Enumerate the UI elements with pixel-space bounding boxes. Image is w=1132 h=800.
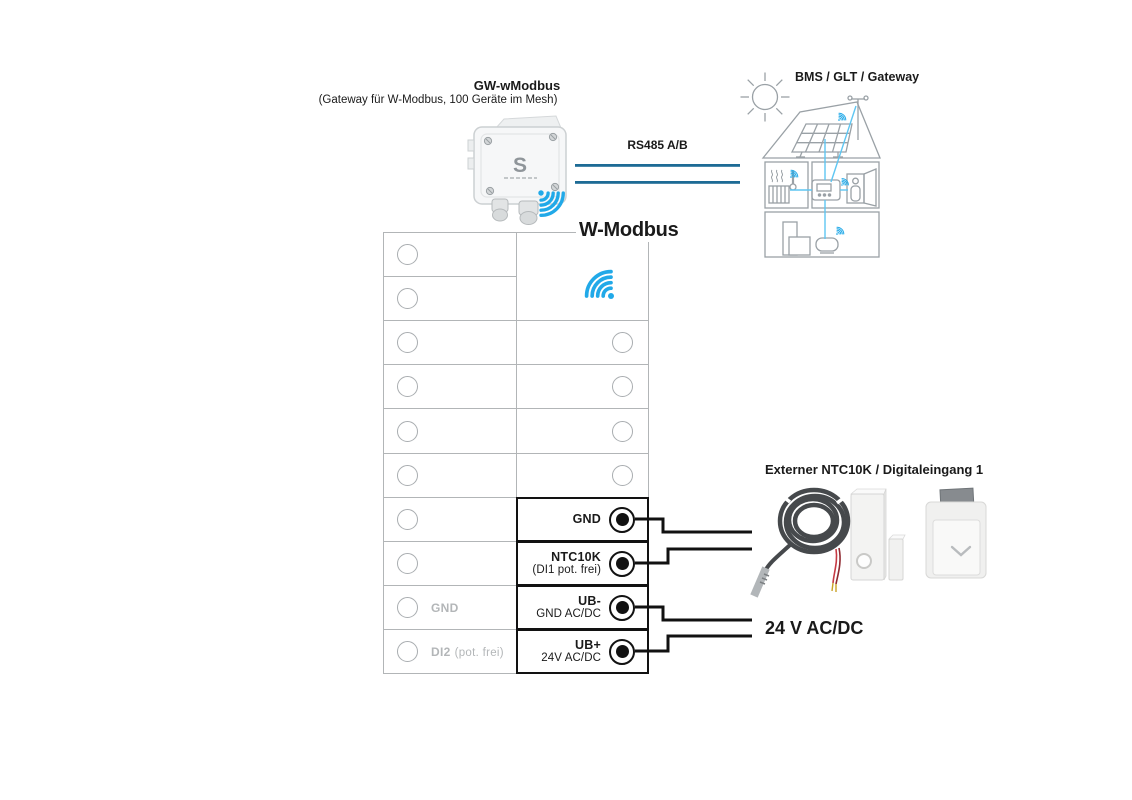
- wifi-icon: [835, 112, 847, 124]
- terminal-label: UB+: [575, 637, 601, 652]
- wire-ub-minus: [635, 607, 752, 620]
- terminal-hole: [612, 465, 633, 486]
- terminal-row-gnd-left: [383, 585, 517, 630]
- door-person-icon: [847, 169, 876, 206]
- terminal-row-di2-left: [383, 629, 517, 674]
- wire-ub-plus: [635, 636, 752, 651]
- controller-icon: [812, 180, 840, 200]
- terminal-hole: [612, 376, 633, 397]
- terminal-row: [383, 408, 517, 454]
- rs485-line-b: [575, 181, 740, 184]
- terminal-hole: [397, 641, 418, 662]
- terminal-sublabel: (DI1 pot. frei): [532, 564, 601, 577]
- wmodbus-cell: [516, 232, 649, 321]
- terminal-sublabel: GND AC/DC: [536, 608, 601, 621]
- terminal-hole: [397, 553, 418, 574]
- terminal-row: [383, 320, 517, 365]
- external-sensors-label: Externer NTC10K / Digitaleingang 1: [765, 462, 984, 477]
- gateway-device-illustration: [455, 112, 585, 237]
- left-gnd-label: GND: [431, 600, 459, 615]
- wifi-icon: [582, 266, 623, 309]
- rs485-line-a: [575, 164, 740, 167]
- room-heating: [765, 162, 808, 208]
- power-supply-label: 24 V AC/DC: [765, 618, 864, 638]
- gateway-title: GW-wModbus: [473, 78, 561, 93]
- terminal-row: [516, 453, 649, 498]
- terminal-row: [383, 497, 517, 542]
- ntc-cable-sensor-illustration: [754, 490, 848, 596]
- terminal-row: [383, 232, 517, 277]
- terminal-contact: [609, 595, 635, 621]
- sun-icon: [741, 73, 790, 122]
- terminal-row: [383, 541, 517, 586]
- wireless-sensor-icon: [816, 238, 838, 253]
- terminal-hole: [397, 509, 418, 530]
- radiator-icon: [769, 170, 789, 203]
- terminal-hole: [397, 597, 418, 618]
- terminal-hole: [397, 465, 418, 486]
- wifi-icon: [833, 226, 845, 238]
- terminal-row-ub-minus: [516, 585, 649, 630]
- terminal-label: UB-: [578, 593, 601, 608]
- terminal-contact: [609, 507, 635, 533]
- terminal-row: [383, 453, 517, 498]
- bms-label: BMS / GLT / Gateway: [795, 70, 920, 84]
- terminal-row: [383, 276, 517, 321]
- terminal-label: GND: [572, 512, 601, 527]
- terminal-contact: [609, 639, 635, 665]
- tanks-icon: [783, 222, 810, 255]
- terminal-row: [383, 364, 517, 409]
- terminal-label: NTC10K: [551, 549, 601, 564]
- terminal-row: [516, 408, 649, 454]
- solar-panel-icon: [792, 124, 852, 157]
- wmodbus-label: W-Modbus: [576, 219, 681, 242]
- terminal-hole: [397, 288, 418, 309]
- terminal-row-gnd: [516, 497, 649, 542]
- rs485-label: RS485 A/B: [627, 138, 688, 152]
- terminal-row-ntc10k: [516, 541, 649, 586]
- gateway-subtitle: (Gateway für W-Modbus, 100 Geräte im Mesh): [318, 94, 558, 106]
- terminal-hole: [612, 421, 633, 442]
- terminal-contact: [609, 551, 635, 577]
- terminal-row: [516, 364, 649, 409]
- terminal-hole: [397, 421, 418, 442]
- terminal-hole: [397, 244, 418, 265]
- left-di2-label: DI2 (pot. frei): [431, 644, 504, 659]
- terminal-sublabel: 24V AC/DC: [541, 652, 601, 665]
- keycard-switch-illustration: [926, 488, 986, 578]
- terminal-row-ub-plus: [516, 629, 649, 674]
- terminal-row: [516, 320, 649, 365]
- wire-ntc10k: [635, 549, 752, 563]
- device-top-label: [496, 116, 561, 128]
- wire-gnd: [635, 519, 752, 532]
- terminal-hole: [397, 332, 418, 353]
- device-logo: S: [512, 154, 528, 177]
- external-sensors-illustration: [745, 478, 1005, 608]
- bms-building-illustration: [720, 55, 910, 265]
- terminal-hole: [397, 376, 418, 397]
- door-contact-illustration: [851, 489, 905, 580]
- terminal-hole: [612, 332, 633, 353]
